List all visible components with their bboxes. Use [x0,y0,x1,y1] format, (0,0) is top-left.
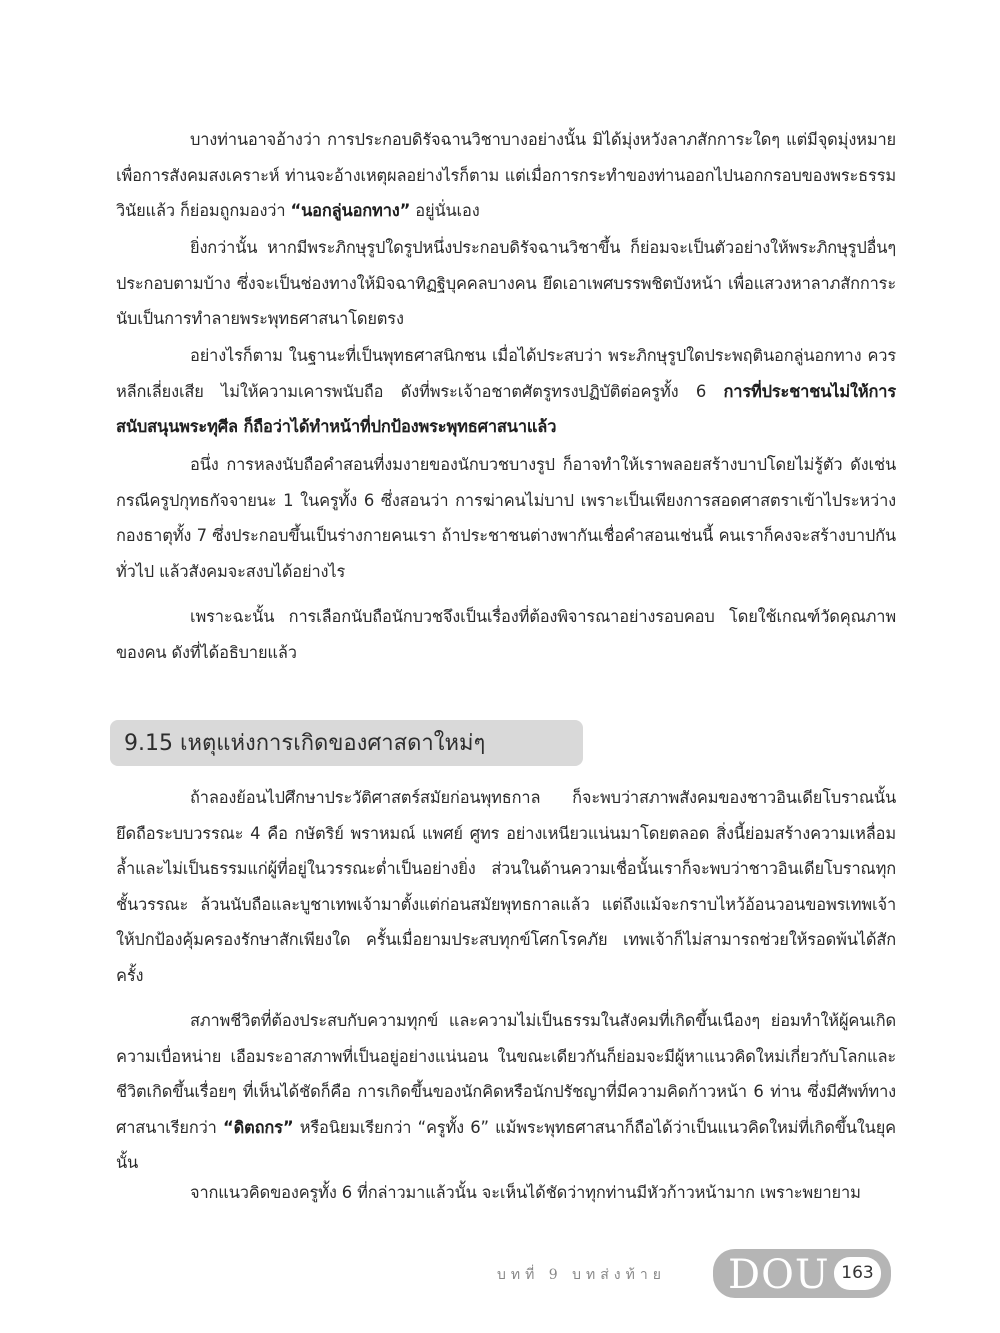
text-run: อยู่นั่นเอง [410,201,480,220]
paragraph [116,1175,896,1211]
bold-text: “ดิตถกร” [223,1117,294,1137]
text-run: อย่างไรก็ตาม ในฐานะที่เป็นพุทธศาสนิกชน เมื่อได้ประสบว่า พระภิกษุรูปใดประพฤตินอกลู่นอกทาง ควรหลีกเลี่ยงเสีย ไม่ให้ความเคารพนับถือ ดังที่พระเจ้าอชาตศัตรูทรงปฏิบัติต่อครูทั้ง 6 [116,346,896,401]
text-run: หรือนิยมเรียกว่า “ครูทั้ง 6” แม้พระพุทธศาสนาก็ถือได้ว่าเป็นแนวคิดใหม่ที่เกิดขึ้นในยุคนั้น [116,1117,896,1172]
paragraph [116,338,896,445]
page-number: 163 [834,1257,881,1290]
dou-logo: DOU [728,1252,830,1298]
paragraph [116,230,896,337]
paragraph [116,447,896,589]
chapter-footer-label: บทที่ 9 บทส่งท้าย [497,1267,666,1283]
text-run: บางท่านอาจอ้างว่า การประกอบดิรัจฉานวิชาบางอย่างนั้น มิได้มุ่งหวังลาภสักการะใดๆ แต่มีจุดมุ่งหมายเพื่อการสังคมสงเคราะห์ ท่านจะอ้างเหตุผลอย่างไรก็ตาม แต่เมื่อการกระทำของท่านออกไปนอกกรอบของพระธรรมวินัยแล้ว ก็ย่อมถูกมองว่า [116,130,896,220]
text-run: จากแนวคิดของครูทั้ง 6 ที่กล่าวมาแล้วนั้น จะเห็นได้ชัดว่าทุกท่านมีหัวก้าวหน้ามาก เพราะพยายาม [190,1183,861,1202]
text-run: สภาพชีวิตที่ต้องประสบกับความทุกข์ และความไม่เป็นธรรมในสังคมที่เกิดขึ้นเนืองๆ ย่อมทำให้ผู้คนเกิดความเบื่อหน่าย เอือมระอาสภาพที่เป็นอยู่อย่างแน่นอน ในขณะเดียวกันก็ย่อมจะมีผู้หาแนวคิดใหม่เกี่ยวกับโลกและชีวิตเกิดขึ้นเรื่อยๆ ที่เห็นได้ชัดก็คือ การเกิดขึ้นของนักคิดหรือนักปรัชญาที่มีความคิดก้าวหน้า 6 ท่าน ซึ่งมีศัพท์ทางศาสนาเรียกว่า [116,1011,896,1137]
paragraph [116,780,896,993]
section-heading: 9.15 เหตุแห่งการเกิดของศาสดาใหม่ๆ [124,731,486,756]
section-heading-box [110,720,583,766]
text-run: อนึ่ง การหลงนับถือคำสอนที่งมงายของนักบวชบางรูป ก็อาจทำให้เราพลอยสร้างบาปโดยไม่รู้ตัว ดังเช่น กรณีครูปกุทธกัจจายนะ 1 ในครูทั้ง 6 ซึ่งสอนว่า การฆ่าคนไม่บาป เพราะเป็นเพียงการสอดศาสตราเข้าไประหว่างกองธาตุทั้ง 7 ซึ่งประกอบขึ้นเป็นร่างกายคนเรา ถ้าประชาชนต่างพากันเชื่อคำสอนเช่นนี้ คนเราก็คงจะสร้างบาปกันทั่วไป แล้วสังคมจะสงบได้อย่างไร [116,455,896,581]
text-run: ถ้าลองย้อนไปศึกษาประวัติศาสตร์สมัยก่อนพุทธกาล ก็จะพบว่าสภาพสังคมของชาวอินเดียโบราณนั้น ยึดถือระบบวรรณะ 4 คือ กษัตริย์ พราหมณ์ แพศย์ ศูทร อย่างเหนียวแน่นมาโดยตลอด สิ่งนี้ย่อมสร้างความเหลื่อมล้ำและไม่เป็นธรรมแก่ผู้ที่อยู่ในวรรณะต่ำเป็นอย่างยิ่ง ส่วนในด้านความเชื่อนั้นเราก็จะพบว่าชาวอินเดียโบราณทุกชั้นวรรณะ ล้วนนับถือและบูชาเทพเจ้ามาตั้งแต่ก่อนสมัยพุทธกาลแล้ว แต่ถึงแม้จะกราบไหว้อ้อนวอนขอพรเทพเจ้า ให้ปกป้องคุ้มครองรักษาสักเพียงใด ครั้นเมื่อยามประสบทุกข์โศกโรคภัย เทพเจ้าก็ไม่สามารถช่วยให้รอดพ้นได้สักครั้ง [116,788,896,985]
text-run: เพราะฉะนั้น การเลือกนับถือนักบวชจึงเป็นเรื่องที่ต้องพิจารณาอย่างรอบคอบ โดยใช้เกณฑ์วัดคุณภาพของคน ดังที่ได้อธิบายแล้ว [116,607,896,662]
paragraph [116,1003,896,1181]
paragraph [116,599,896,670]
bold-text: “นอกลู่นอกทาง” [290,201,411,220]
page-badge [713,1249,891,1298]
text-run: ยิ่งกว่านั้น หากมีพระภิกษุรูปใดรูปหนึ่งประกอบดิรัจฉานวิชาขึ้น ก็ย่อมจะเป็นตัวอย่างให้พระภิกษุรูปอื่นๆ ประกอบตามบ้าง ซึ่งจะเป็นช่องทางให้มิจฉาทิฏฐิบุคคลบางคน ยึดเอาเพศบรรพชิตบังหน้า เพื่อแสวงหาลาภสักการะ นับเป็นการทำลายพระพุทธศาสนาโดยตรง [116,238,896,328]
bold-text: การที่ประชาชนไม่ให้การสนับสนุนพระทุศีล ก็ถือว่าได้ทำหน้าที่ปกป้องพระพุทธศาสนาแล้ว [116,381,896,436]
paragraph [116,122,896,229]
